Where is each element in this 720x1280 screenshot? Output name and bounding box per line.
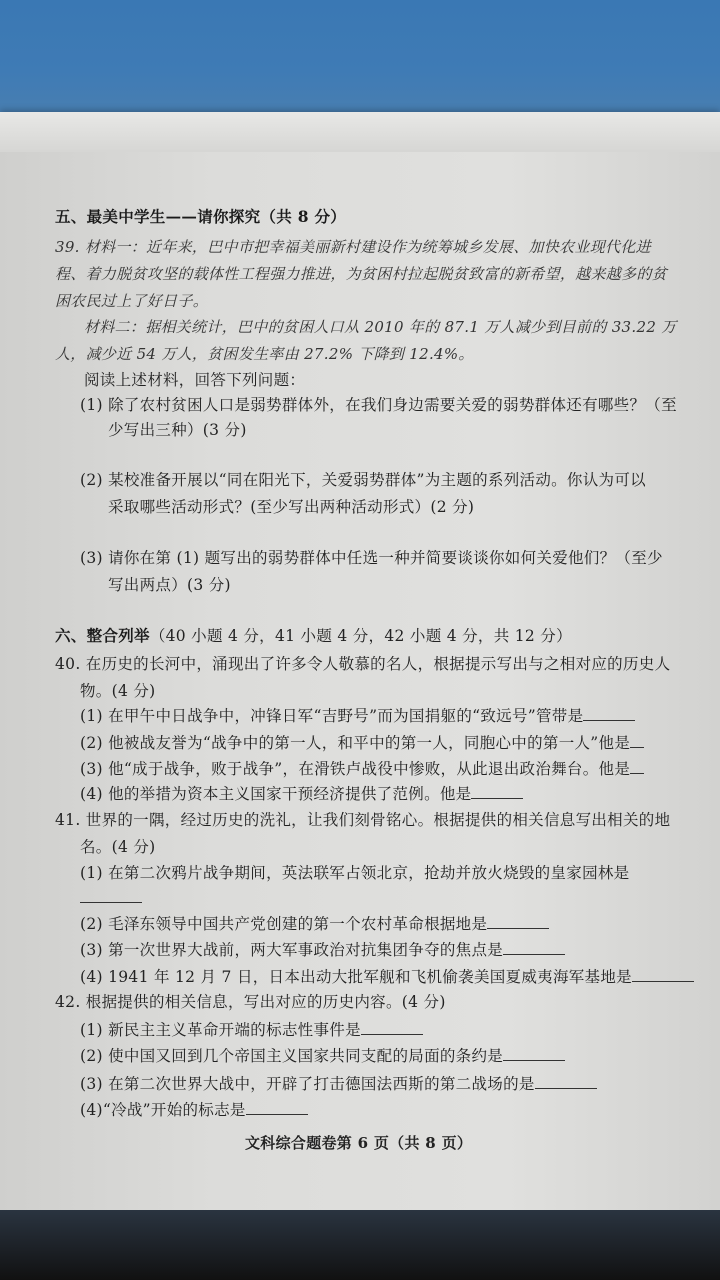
q41-3-text: (3) 第一次世界大战前，两大军事政治对抗集团争夺的焦点是: [80, 941, 504, 959]
desk-shadow: [0, 1210, 720, 1280]
q39-material2-line2: 人，减少近 54 万人，贫困发生率由 27.2% 下降到 12.4%。: [55, 345, 474, 363]
q39-material2-line1: 材料二：据相关统计，巴中的贫困人口从 2010 年的 87.1 万人减少到目前的 33.22 万: [84, 318, 677, 336]
q39-2-line2: 采取哪些活动形式？(至少写出两种活动形式）(2 分): [108, 498, 475, 516]
q41-line1: 41. 世界的一隅，经过历史的洗礼，让我们刻骨铭心。根据提供的相关信息写出相关的地: [55, 811, 671, 829]
q40-line2: 物。(4 分): [80, 682, 156, 700]
q42-1-text: (1) 新民主主义革命开端的标志性事件是: [80, 1021, 361, 1039]
q42-3: [80, 1072, 597, 1094]
q41-line2: 名。(4 分): [80, 838, 156, 856]
q40-2: [80, 731, 644, 753]
q39-material1-line3: 困农民过上了好日子。: [55, 292, 209, 310]
q39-material1-line1: 39. 材料一：近年来，巴中市把幸福美丽新村建设作为统筹城乡发展、加快农业现代化进: [55, 238, 651, 256]
q41-2: [80, 912, 549, 934]
answer-blank: [246, 1100, 308, 1115]
section6-title-rest: （40 小题 4 分，41 小题 4 分，42 小题 4 分，共 12 分）: [149, 627, 572, 645]
q42-3-text: (3) 在第二次世界大战中，开辟了打击德国法西斯的第二战场的是: [80, 1075, 535, 1093]
q39-1-line1: (1) 除了农村贫困人口是弱势群体外，在我们身边需要关爱的弱势群体还有哪些？（至: [80, 396, 677, 414]
page-footer: 文科综合题卷第 6 页（共 8 页）: [245, 1134, 473, 1152]
q40-1: [80, 704, 635, 726]
answer-blank: [583, 706, 635, 721]
q40-2-text: (2) 他被战友誉为“战争中的第一人，和平中的第一人，同胞心中的第一人”他是: [80, 734, 631, 752]
q39-1-line2: 少写出三种）(3 分): [108, 421, 247, 439]
q41-1-blank-line: [80, 888, 142, 907]
answer-blank: [471, 784, 523, 799]
q41-1: (1) 在第二次鸦片战争期间，英法联军占领北京，抢劫并放火烧毁的皇家园林是: [80, 864, 630, 882]
q40-3-text: (3) 他“成于战争，败于战争”，在滑铁卢战役中惨败，从此退出政治舞台。他是: [80, 760, 631, 778]
paper-top-edge: [0, 112, 720, 152]
q42-4: [80, 1098, 308, 1120]
answer-blank: [630, 733, 644, 748]
q41-4: [80, 965, 694, 987]
answer-blank: [535, 1074, 597, 1089]
q42-4-text: (4)“冷战”开始的标志是: [80, 1101, 246, 1119]
q40-1-text: (1) 在甲午中日战争中，冲锋日军“吉野号”而为国捐躯的“致远号”管带是: [80, 707, 584, 725]
q41-3: [80, 938, 565, 960]
section6-title: [55, 624, 572, 646]
desk-background: [0, 0, 720, 120]
q42-2: [80, 1044, 565, 1066]
answer-blank: [80, 888, 142, 903]
answer-blank: [503, 1046, 565, 1061]
section5-title: 五、最美中学生——请你探究（共 8 分）: [55, 207, 347, 226]
q42-line1: 42. 根据提供的相关信息，写出对应的历史内容。(4 分): [55, 993, 446, 1011]
q39-3-line2: 写出两点）(3 分): [108, 576, 231, 594]
section6-title-bold: 六、整合列举: [55, 626, 150, 645]
q40-3: [80, 757, 644, 779]
q42-2-text: (2) 使中国又回到几个帝国主义国家共同支配的局面的条约是: [80, 1047, 504, 1065]
answer-blank: [503, 940, 565, 955]
answer-blank: [630, 759, 644, 774]
q41-4-text: (4) 1941 年 12 月 7 日，日本出动大批军舰和飞机偷袭美国夏威夷海军基地是: [80, 968, 632, 986]
answer-blank: [632, 967, 694, 982]
answer-blank: [361, 1020, 423, 1035]
q40-line1: 40. 在历史的长河中，涌现出了许多令人敬慕的名人，根据提示写出与之相对应的历史人: [55, 655, 671, 673]
q39-2-line1: (2) 某校准备开展以“同在阳光下，关爱弱势群体”为主题的系列活动。你认为可以: [80, 471, 646, 489]
q39-3-line1: (3) 请你在第 (1) 题写出的弱势群体中任选一种并简要谈谈你如何关爱他们？（至少: [80, 549, 663, 567]
q41-2-text: (2) 毛泽东领导中国共产党创建的第一个农村革命根据地是: [80, 915, 488, 933]
q39-prompt: 阅读上述材料，回答下列问题：: [84, 371, 306, 389]
q40-4: [80, 782, 523, 804]
q40-4-text: (4) 他的举措为资本主义国家干预经济提供了范例。他是: [80, 785, 472, 803]
answer-blank: [487, 914, 549, 929]
q42-1: [80, 1018, 423, 1040]
q39-material1-line2: 程、着力脱贫攻坚的载体性工程强力推进，为贫困村拉起脱贫致富的新希望，越来越多的贫: [55, 265, 668, 283]
